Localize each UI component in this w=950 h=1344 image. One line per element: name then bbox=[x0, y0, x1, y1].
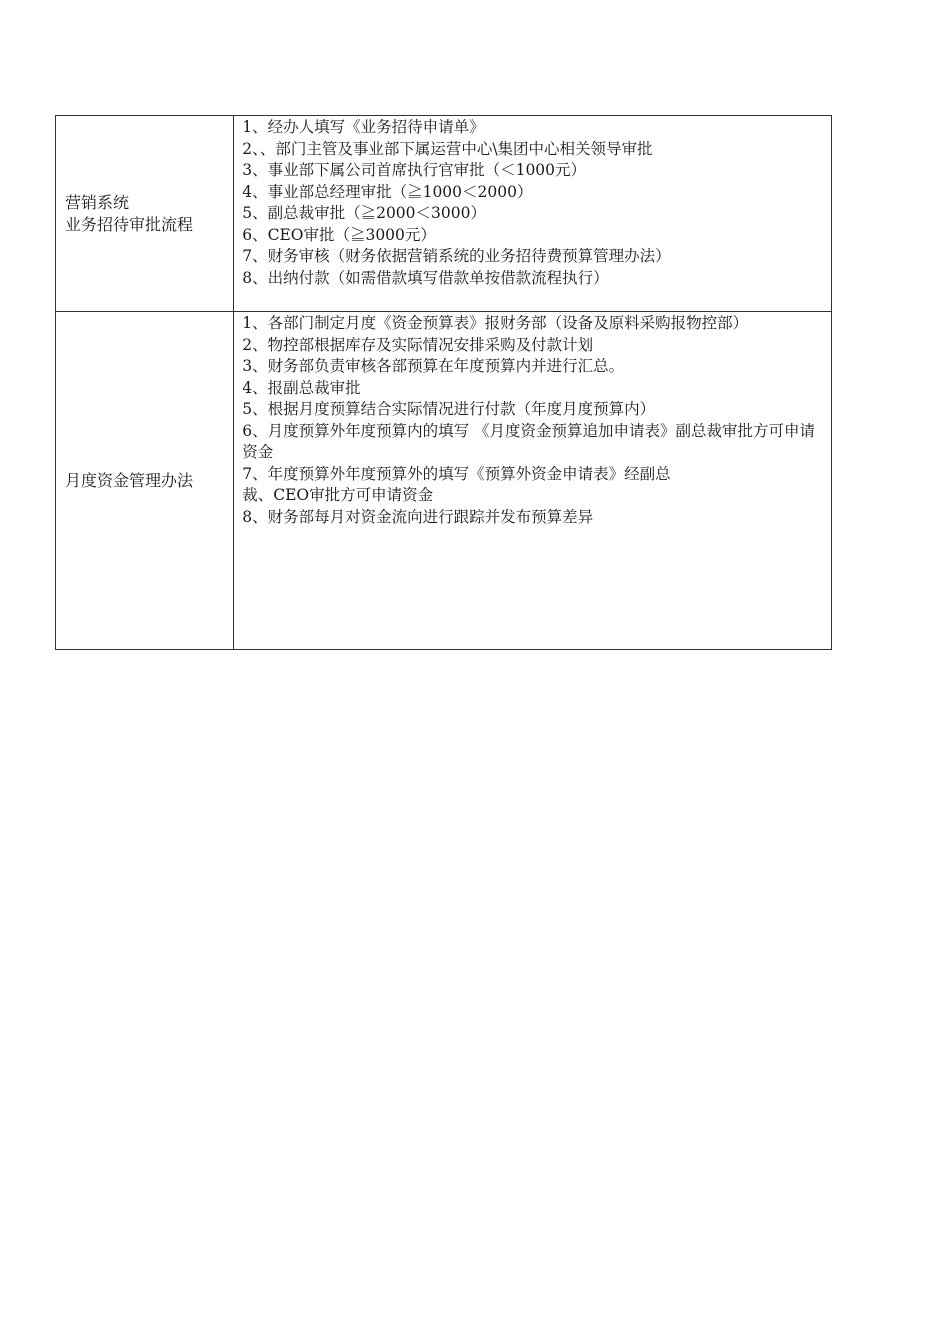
table-row bbox=[56, 116, 832, 312]
process-step: 5、副总裁审批（≧2000＜3000） bbox=[242, 204, 486, 222]
row-label-cell bbox=[56, 312, 234, 650]
process-step: 7、年度预算外年度预算外的填写《预算外资金申请表》经副总 bbox=[242, 464, 671, 483]
process-step: 1、经办人填写《业务招待申请单》 bbox=[242, 118, 485, 136]
row-label-cell bbox=[56, 116, 234, 312]
process-step: 2、、部门主管及事业部下属运营中心\集团中心相关领导审批 bbox=[242, 139, 653, 158]
process-step: 4、报副总裁审批 bbox=[242, 378, 361, 397]
process-step: 2、物控部根据库存及实际情况安排采购及付款计划 bbox=[242, 335, 594, 354]
table-row bbox=[56, 312, 832, 650]
process-step: 8、财务部每月对资金流向进行跟踪并发布预算差异 bbox=[242, 507, 594, 526]
process-step: 3、事业部下属公司首席执行官审批（＜1000元） bbox=[242, 161, 587, 179]
process-step: 6、月度预算外年度预算内的填写 《月度资金预算追加申请表》副总裁审批方可申请资金 bbox=[242, 421, 816, 461]
process-step: 1、各部门制定月度《资金预算表》报财务部（设备及原料采购报物控部） bbox=[242, 314, 749, 332]
row-label-line: 营销系统 bbox=[65, 192, 130, 212]
process-steps-cell bbox=[234, 116, 832, 312]
process-step: 6、CEO审批（≧3000元） bbox=[242, 225, 436, 244]
process-step: 3、财务部负责审核各部预算在年度预算内并进行汇总。 bbox=[242, 357, 625, 375]
process-step: 7、财务审核（财务依据营销系统的业务招待费预算管理办法） bbox=[242, 247, 671, 265]
row-label-line: 业务招待审批流程 bbox=[65, 214, 194, 234]
process-step: 4、事业部总经理审批（≧1000＜2000） bbox=[242, 182, 533, 201]
process-steps-list bbox=[242, 313, 825, 528]
process-steps-cell bbox=[234, 312, 832, 650]
approval-process-table bbox=[55, 115, 832, 650]
process-steps-list bbox=[242, 117, 825, 289]
process-step: 8、出纳付款（如需借款填写借款单按借款流程执行） bbox=[242, 268, 609, 287]
process-step: 裁、CEO审批方可申请资金 bbox=[242, 486, 434, 504]
row-label-line: 月度资金管理办法 bbox=[65, 470, 194, 490]
process-step: 5、根据月度预算结合实际情况进行付款（年度月度预算内） bbox=[242, 400, 656, 418]
